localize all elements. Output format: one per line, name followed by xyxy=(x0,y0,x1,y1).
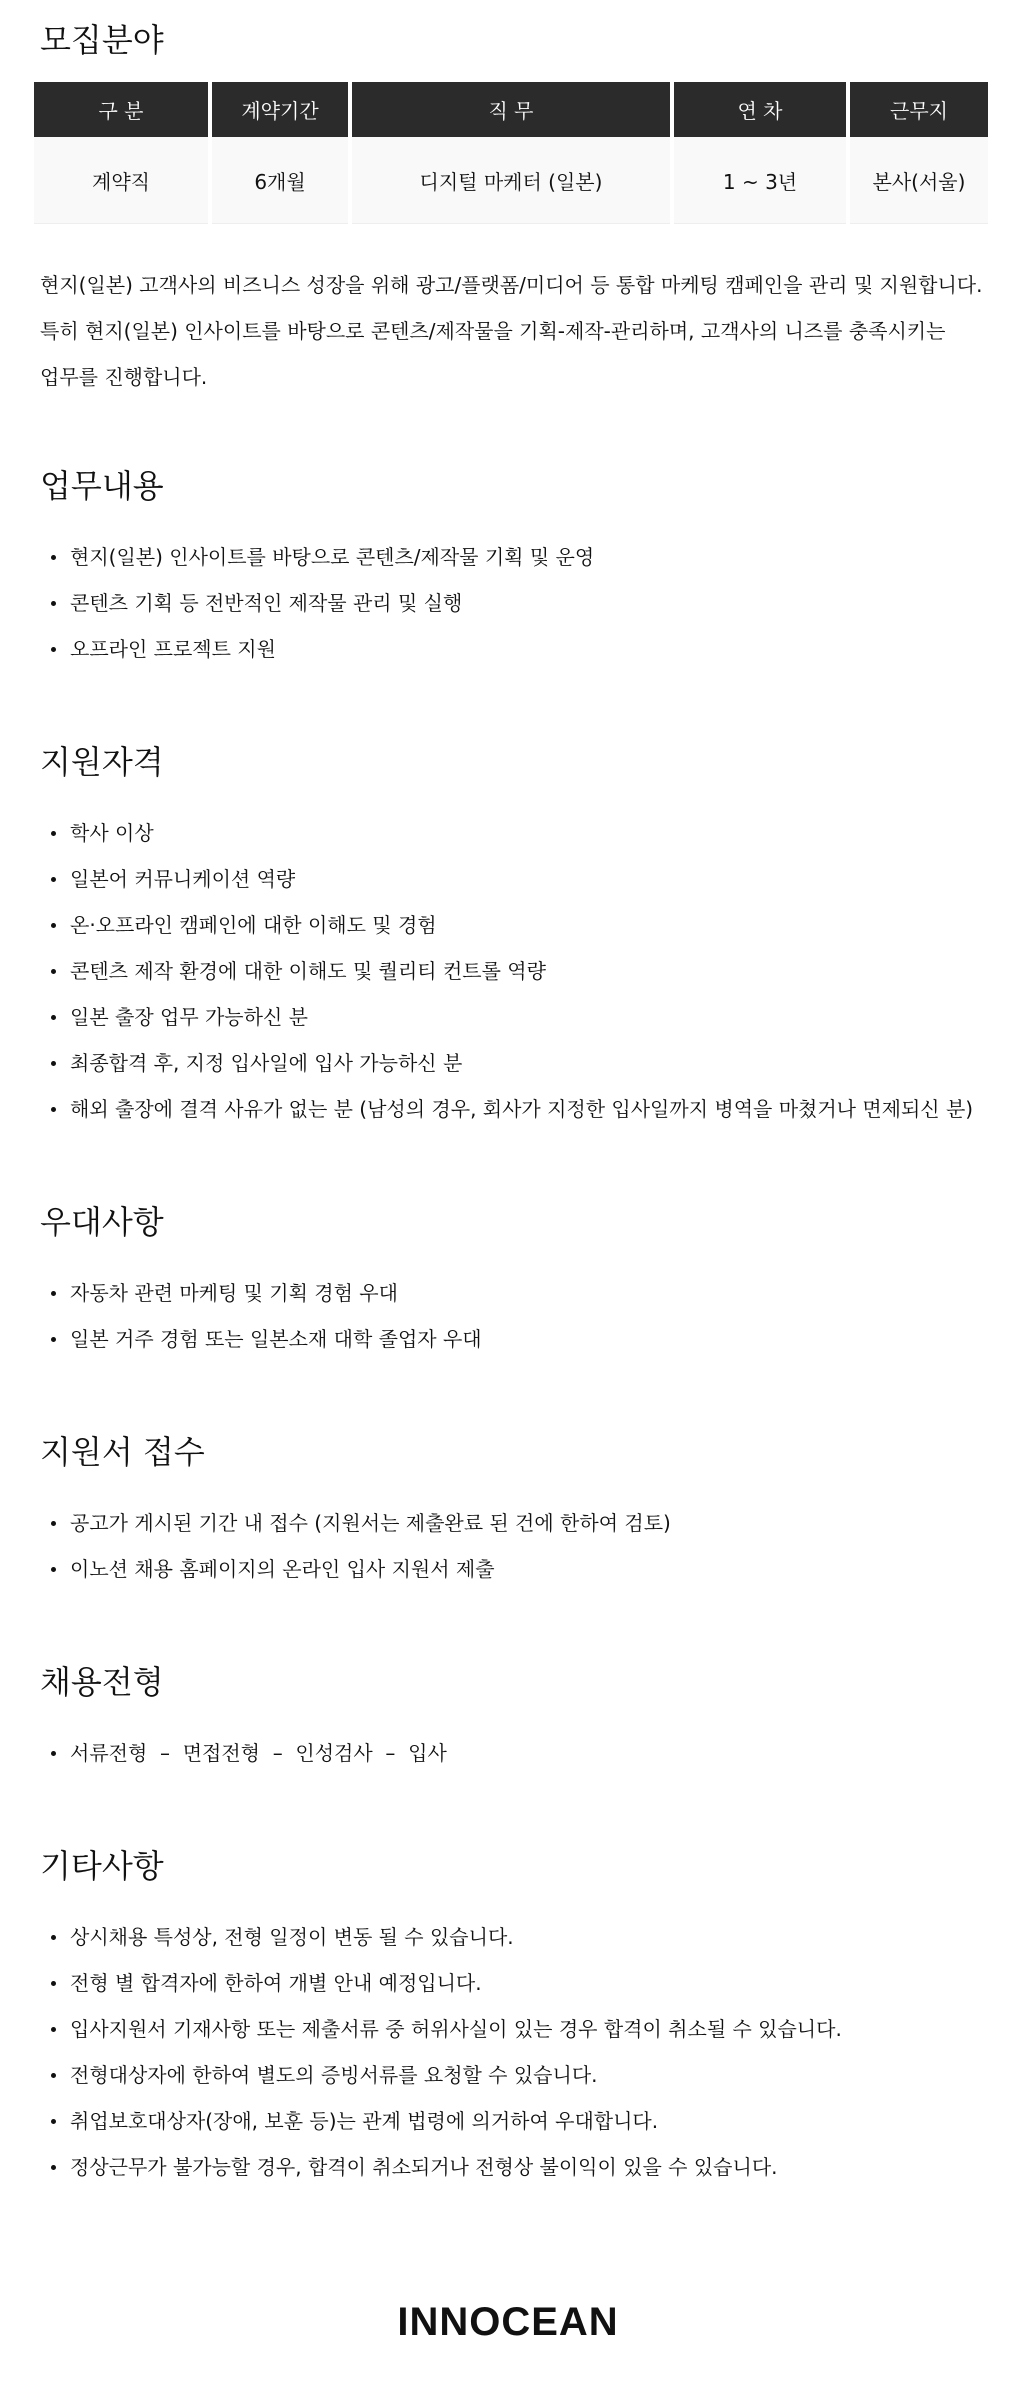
list-item: 일본 출장 업무 가능하신 분 xyxy=(40,994,1000,1040)
section-title-recruit: 모집분야 xyxy=(40,21,164,59)
list-item: 입사지원서 기재사항 또는 제출서류 중 허위사실이 있는 경우 합격이 취소될 수 있습니다. xyxy=(40,2006,1000,2052)
list-item: 서류전형 – 면접전형 – 인성검사 – 입사 xyxy=(40,1730,1000,1776)
preferred-list xyxy=(40,1270,1000,1362)
table-cell-job: 디지털 마케터 (일본) xyxy=(352,137,670,224)
process-list xyxy=(40,1730,1000,1776)
section-title-duties: 업무내용 xyxy=(40,467,164,505)
list-item: 전형 별 합격자에 한하여 개별 안내 예정입니다. xyxy=(40,1960,1000,2006)
innocean-logo: INNOCEAN xyxy=(397,2300,619,2344)
table-cell-experience: 1 ~ 3년 xyxy=(674,137,846,224)
section-title-others: 기타사항 xyxy=(40,1847,164,1885)
list-item: 온·오프라인 캠페인에 대한 이해도 및 경험 xyxy=(40,902,1000,948)
list-item: 이노션 채용 홈페이지의 온라인 입사 지원서 제출 xyxy=(40,1546,1000,1592)
list-item: 최종합격 후, 지정 입사일에 입사 가능하신 분 xyxy=(40,1040,1000,1086)
list-item: 일본어 커뮤니케이션 역량 xyxy=(40,856,1000,902)
application-list xyxy=(40,1500,1000,1592)
table-row xyxy=(34,137,988,224)
table-header-contract-period: 계약기간 xyxy=(212,82,348,137)
table-cell-contract-period: 6개월 xyxy=(212,137,348,224)
list-item: 학사 이상 xyxy=(40,810,1000,856)
others-list xyxy=(40,1914,1000,2190)
list-item: 취업보호대상자(장애, 보훈 등)는 관계 법령에 의거하여 우대합니다. xyxy=(40,2098,1000,2144)
list-item: 상시채용 특성상, 전형 일정이 변동 될 수 있습니다. xyxy=(40,1914,1000,1960)
table-header-type: 구 분 xyxy=(34,82,208,137)
job-description xyxy=(40,262,990,400)
table-header-row xyxy=(34,82,988,137)
section-title-preferred: 우대사항 xyxy=(40,1203,164,1241)
table-header-experience: 연 차 xyxy=(674,82,846,137)
qualifications-list xyxy=(40,810,1000,1132)
list-item: 콘텐츠 기획 등 전반적인 제작물 관리 및 실행 xyxy=(40,580,1000,626)
list-item: 자동차 관련 마케팅 및 기획 경험 우대 xyxy=(40,1270,1000,1316)
list-item: 정상근무가 불가능할 경우, 합격이 취소되거나 전형상 불이익이 있을 수 있습니다. xyxy=(40,2144,1000,2190)
list-item: 콘텐츠 제작 환경에 대한 이해도 및 퀄리티 컨트롤 역량 xyxy=(40,948,1000,994)
list-item: 일본 거주 경험 또는 일본소재 대학 졸업자 우대 xyxy=(40,1316,1000,1362)
list-item: 해외 출장에 결격 사유가 없는 분 (남성의 경우, 회사가 지정한 입사일까지 병역을 마쳤거나 면제되신 분) xyxy=(40,1086,1000,1132)
list-item: 전형대상자에 한하여 별도의 증빙서류를 요청할 수 있습니다. xyxy=(40,2052,1000,2098)
table-header-job: 직 무 xyxy=(352,82,670,137)
list-item: 공고가 게시된 기간 내 접수 (지원서는 제출완료 된 건에 한하여 검토) xyxy=(40,1500,1000,1546)
description-line: 특히 현지(일본) 인사이트를 바탕으로 콘텐츠/제작물을 기획-제작-관리하며, 고객사의 니즈를 충족시키는 xyxy=(40,319,946,343)
list-item: 현지(일본) 인사이트를 바탕으로 콘텐츠/제작물 기획 및 운영 xyxy=(40,534,1000,580)
section-title-application: 지원서 접수 xyxy=(40,1433,205,1471)
section-title-qualifications: 지원자격 xyxy=(40,743,164,781)
description-line: 업무를 진행합니다. xyxy=(40,365,208,389)
section-title-process: 채용전형 xyxy=(40,1663,164,1701)
recruit-table xyxy=(30,82,992,224)
list-item: 오프라인 프로젝트 지원 xyxy=(40,626,1000,672)
table-cell-type: 계약직 xyxy=(34,137,208,224)
table-cell-location: 본사(서울) xyxy=(850,137,988,224)
description-line: 현지(일본) 고객사의 비즈니스 성장을 위해 광고/플랫폼/미디어 등 통합 마케팅 캠페인을 관리 및 지원합니다. xyxy=(40,273,983,297)
table-header-location: 근무지 xyxy=(850,82,988,137)
duties-list xyxy=(40,534,1000,672)
